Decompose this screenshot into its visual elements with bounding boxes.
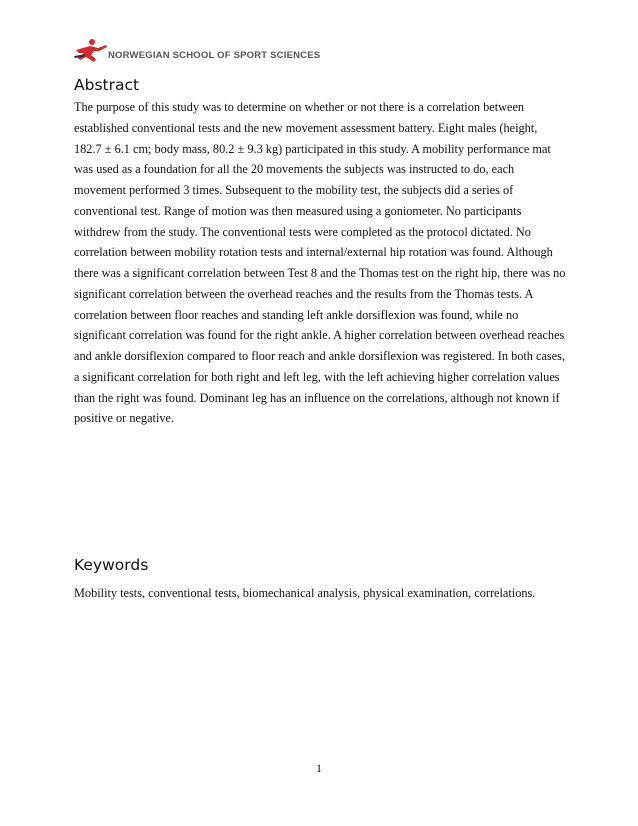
keywords-heading: Keywords	[74, 556, 149, 574]
keywords-paragraph: Mobility tests, conventional tests, biomechanical analysis, physical examination, correlations.	[74, 586, 536, 600]
abstract-paragraph: The purpose of this study was to determine on whether or not there is a correlation between established conventional tests and the new movement assessment battery. Eight males (height, 182.7 ± 6.1 cm; body mass, 80.2 ± 9.3 kg) participated in this study. A mobility performance mat was used as a foundation for all the 20 movements the subjects was instructed to do, each movement performed 3 times. Subsequent to the mobility test, the subjects did a series of conventional test. Range of motion was then measured using a goniometer. No participants withdrew from the study. The conventional tests were completed as the protocol dictated. No correlation between mobility rotation tests and internal/external hip rotation was found. Although there was a significant correlation between Test 8 and the Thomas test on the right hip, there was no significant correlation between the overhead reaches and the results from the Thomas tests. A correlation between floor reaches and standing left ankle dorsiflexion was found, while no significant correlation was found for the right ankle. A higher correlation between overhead reaches and ankle dorsiflexion compared to floor reach and ankle dorsiflexion was registered. In both cases, a significant correlation for both right and left leg, with the left achieving higher correlation values than the right was found. Dominant leg has an influence on the correlations, although not known if positive or negative.	[74, 100, 566, 426]
runner-logo-icon	[72, 38, 112, 64]
header-logo	[72, 38, 372, 64]
page-number: 1	[316, 761, 322, 775]
abstract-heading: Abstract	[74, 76, 140, 94]
logo-text: NORWEGIAN SCHOOL OF SPORT SCIENCES	[108, 50, 321, 61]
